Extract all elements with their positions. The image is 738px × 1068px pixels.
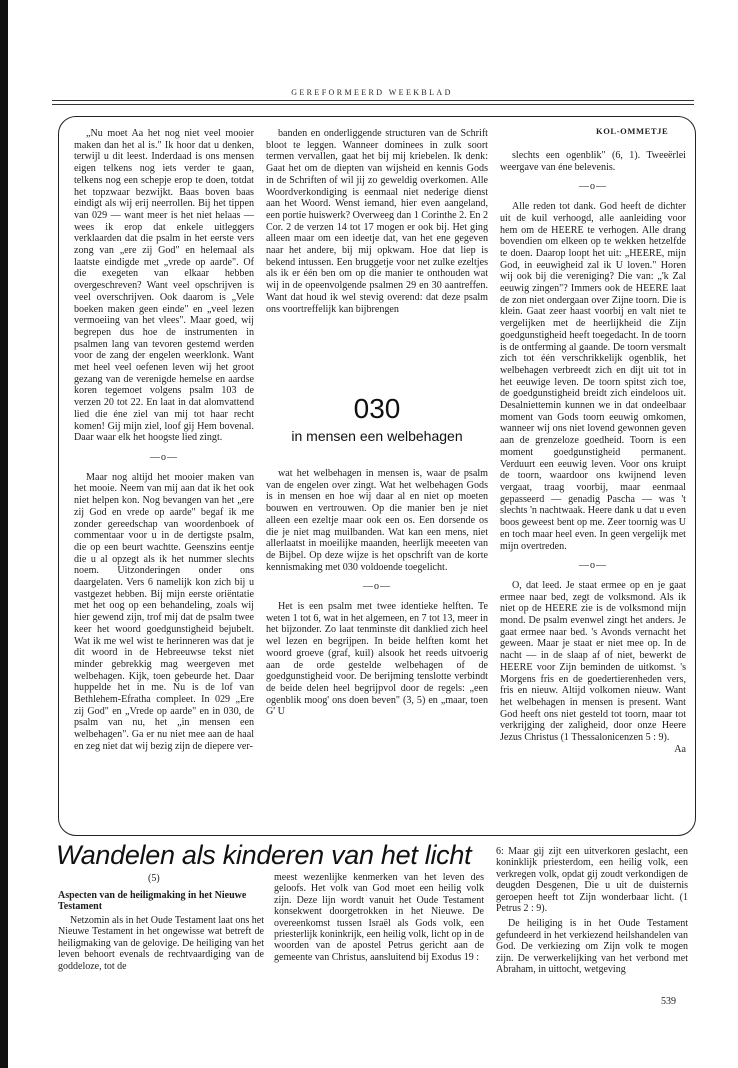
running-head: GEREFORMEERD WEEKBLAD bbox=[291, 88, 453, 97]
article-col1-paragraph: Netzomin als in het Oude Testament laat ons het Nieuwe Testament in het ongewisse wat betreft de heiligmaking van de gelovige. De heiliging van het leven behoort evenals de rechtvaardiging van de goddeloze, tot de bbox=[58, 915, 264, 972]
author-signoff: Aa bbox=[674, 743, 686, 755]
column-2 bbox=[266, 128, 488, 315]
header-rule-second bbox=[52, 104, 694, 105]
col2-paragraph-1: banden en onderliggende structuren van de Schrift bloot te leggen. Wanneer dominees in zulk soort termen vervallen, gaat het bij mij kriebelen. Ik denk: Gaat het om de diepten van wijsheid en kennis Gods in de Schriften of wil jij zo geweldig overkomen. Alle Woordverkondiging is eenmaal niet nederige dienst aan het Woord. Wenst iemand, hier even aangeland, een portie huiswerk? Overweeg dan 1 Corinthe 2. En 2 Cor. 2 de verzen 14 tot 17 mogen er ook bij. Het ging alleen maar om een ideetje dat, van het ene gegeven naar het andere, bij mij opkwam. Hoe dat liep is bekend intussen. Een bruggetje voor net zulke ezeltjes als ik er één ben om op die manier te onthouden wat wij in de opeenvolgende psalmen 29 en 30 aantreffen. Want dat houd ik wel stevig overend: dat deze psalm ons voortreffelijk kan bijbrengen bbox=[266, 128, 488, 315]
article-column-3 bbox=[496, 846, 688, 975]
separator: —o— bbox=[579, 181, 607, 193]
col1-paragraph-1: „Nu moet Aa het nog niet veel mooier maken dan het al is." Ik hoor dat u denken, terwijl u dit leest. Inderdaad is ons mensen eigen telkens nog iets verder te gaan, telkens nog een schepje erop te doen, totdat het topzwaar bezwijkt. Baas boven baas eindigt als wij erij neerrollen. Bij het tippen van 029 — want meer is het niet helaas — wees ik erop dat enkele uitleggers verklaarden dat die psalm in het eerste vers zong van „ere zij God" en helemaal als laatste eindigde met „vrede op aarde". Of die exegeten van elkaar hebben overgeschreven? Want veel opschrijven is veel overschrijven. Ook daarom is „Vele boeken maken geen einde" en „veel lezen vermoeiing van het vlees". Maar goed, wij begrepen dus hoe de instrumenten in psalmen lang van tevoren gestemd werden voor de zang der engelen weerklonk. Want met heel veel oefenen leven wij het groot gezang van de verenigde hemelse en aardse koren tegemoet volgens psalm 103 de verzen 20 tot 22. En laat in dat alomvattend lied die éne ziel van mij tot haar recht komen! Gij mijn ziel, loof gij Hem bovenal. Daar waar elk het hoogste lied zingt. bbox=[74, 128, 254, 444]
article-column-2 bbox=[274, 872, 484, 963]
page-top-margin bbox=[8, 0, 738, 62]
col2-paragraph-2: wat het welbehagen in mensen is, waar de psalm van de engelen over zingt. Wat het welbehagen Gods is in mensen en hoe wij daar al en niet op moeten bouwen en vertrouwen. Op die manier ben je niet alleen een ezeltje maar ook een os. Een dorsende os die je niet mag muilbanden. Wat kan een mens, niet allerlaatst in moeilijke maanden, heerlijk meeeten van de Bijbel. Op deze wijze is het opschrift van de korte kennismaking met 030 voldoende toegelicht. bbox=[266, 468, 488, 573]
separator: —o— bbox=[150, 451, 178, 463]
article-col3-paragraph-2: De heiliging is in het Oude Testament gefundeerd in het verkiezend heilshandelen van God. De verkiezing om Zijn volk te mogen zijn. De verwerkelijking van het verbond met Abraham, in uittocht, wetgeving bbox=[496, 918, 688, 976]
column-heading: KOL-OMMETJE bbox=[596, 126, 669, 136]
article-part-number: (5) bbox=[148, 873, 160, 884]
separator: —o— bbox=[363, 581, 391, 593]
article-col2-paragraph: meest wezenlijke kenmerken van het leven des geloofs. Het volk van God moet een heilig volk zijn. Deze lijn wordt vanuit het Oude Testament konsekwent doorgetrokken in het Nieuwe. De overeenkomst tussen Israël als Gods volk, een priesterlijk koninkrijk, een heilig volk, licht op in de woorden van de apostel Petrus gericht aan de gemeente van Christus, aansluitend bij Exodus 19 : bbox=[274, 872, 484, 963]
col3-paragraph-3: O, dat leed. Je staat ermee op en je gaat ermee naar bed, zegt de volksmond. Als ik niet op de HEERE zie is de volksmond mijn mond. De psalm evenwel zingt het anders. Je gaat ermee naar bed. 's Avonds vernacht het geween. Maar je staat er niet mee op. In de nacht — in de slaap af of niet, bewerkt de HEERE voor Zijn beminden de uitkomst. 's Morgens fris en de goedertierenheden vers, fris en nieuw. Altijd volkomen nieuw. Want het welbehagen in mensen is present. Want God heeft ons niet gesteld tot toorn, maar tot verkrijging der zaligheid, door onze Heere Jezus Christus (1 Thessalonicenzen 5 : 9). bbox=[500, 579, 686, 744]
article-title: Wandelen als kinderen van het licht bbox=[56, 840, 472, 870]
separator: —o— bbox=[579, 560, 607, 572]
article-subheading: Aspecten van de heiligmaking in het Nieuwe Testament bbox=[58, 890, 247, 913]
header-rule bbox=[52, 100, 694, 101]
article-column-1 bbox=[58, 915, 264, 972]
col3-paragraph-1: slechts een ogenblik" (6, 1). Tweeërlei weergave van éne belevenis. bbox=[500, 150, 686, 173]
psalm-title: in mensen een welbehagen bbox=[291, 428, 463, 444]
column-2-lower bbox=[266, 468, 488, 718]
scan-edge bbox=[0, 0, 8, 1068]
psalm-number: 030 bbox=[353, 393, 401, 424]
page-number: 539 bbox=[661, 996, 676, 1007]
col3-paragraph-2: Alle reden tot dank. God heeft de dichter uit de kuil verhoogd, alle aanleiding voor hem om de HEERE te verhogen. Alle drang bovendien om elkeen op te wekken hetzelfde te doen. Daarop loopt het uit: „HEERE, mijn God, in eeuwigheid zal ik U loven." Horen wij ook bij die vereniging? Die van: „'k Zal eeuwig zingen"? Immers ook de HEERE laat de zon niet ondergaan over Zijne toorn. Die is klein. Gaat zeer haast voorbij en valt niet te vergelijken met de heerlijkheid die Zijn goedgunstigheid heeft toegedacht. In de toorn is de ontferming al gaande. De toorn versmalt zich tot één verschrikkelijk ogenblik, het welbehagen verbreedt zich en dijt uit tot in het eeuwige leven. De toorn spitst zich toe, de goedgunstigheid breidt zich eindeloos uit. Desalniettemin kunnen we in dat ondeelbaar moment van Gods toorn eeuwig omkomen, wanneer wij ons niet lovend gewonnen geven aan de grenzeloze goedheid. Toorn is een moment goedgunstigheid permanent. Verduurt een eeuwig leven. Voor ons kruipt de toorn, waardoor ons kwijnend leven vergaat, traag voorbij, maar eenmaal gepasseerd — genadig Pascha — was 't slechts 'n nachtwaak. Heere dank u dat u even boos geweest bent op me. Zeer toornig was U en toch maar heel even. In geen vergelijk met mijn overtreden. bbox=[500, 201, 686, 552]
column-3 bbox=[500, 150, 686, 755]
column-1 bbox=[74, 128, 254, 753]
article-col3-paragraph-1: 6: Maar gij zijt een uitverkoren geslacht, een koninklijk priesterdom, een heilig volk, een verkregen volk, opdat gij zoudt verkondigen de deugden Desgenen, Die u uit de duisternis geroepen heeft tot Zijn wonderbaar licht. (1 Petrus 2 : 9). bbox=[496, 846, 688, 915]
col1-paragraph-2: Maar nog altijd het mooier maken van het mooie. Neem van mij aan dat ik het ook niet helpen kon. Nog bevangen van het „ere zij God en vrede op aarde" begaf ik me zonder gereedschap van woordenboek of commentaar voor u in de dertigste psalm, die op een beurt wachtte. Geenszins eentje die u al opzegt als ik het nummer slechts noem. Uitzonderingen onder ons daargelaten. Vers 6 namelijk kon zich bij u vastgezet hebben. Bij mijn eerste oriëntatie met het oog op een behandeling, zoals wij hier gewend zijn, trof mij dat de psalm twee keer het woord goedgunstigheid bejubelt. Wat ik me wel wist te herinneren was dat je dit woord in de Hebreeuwse tekst niet minder gebrekkig mag weergeven met welbehagen. Kijk, toen gebeurde het. Daar huppelde het in me. Nu is de lof van Bethlehem-Efratha compleet. In 029 „Ere zij God" en „Vrede op aarde" en in 030, de psalm van nu, het „in mensen een welbehagen". Ga er nu niet mee aan de haal en zeg niet dat wij bezig zijn de diepere ver- bbox=[74, 471, 254, 752]
col2-paragraph-3: Het is een psalm met twee identieke helften. Te weten 1 tot 6, wat in het algemeen, en 7 tot 13, meer in het bijzonder. Zo laat tenminste dit danklied zich heel wel lezen en begrijpen. In beide helften komt het woord groeve (graf, kuil) alsook het reeds uitvoerig aan de orde gestelde welbehagen of de goedgunstigheid voor. De berijming tenslotte verbindt de beide delen heel begrijpvol door de regels: „een ogenblik moog' ons doen beven" (3, 5) en „maar, toen G' U bbox=[266, 601, 488, 718]
